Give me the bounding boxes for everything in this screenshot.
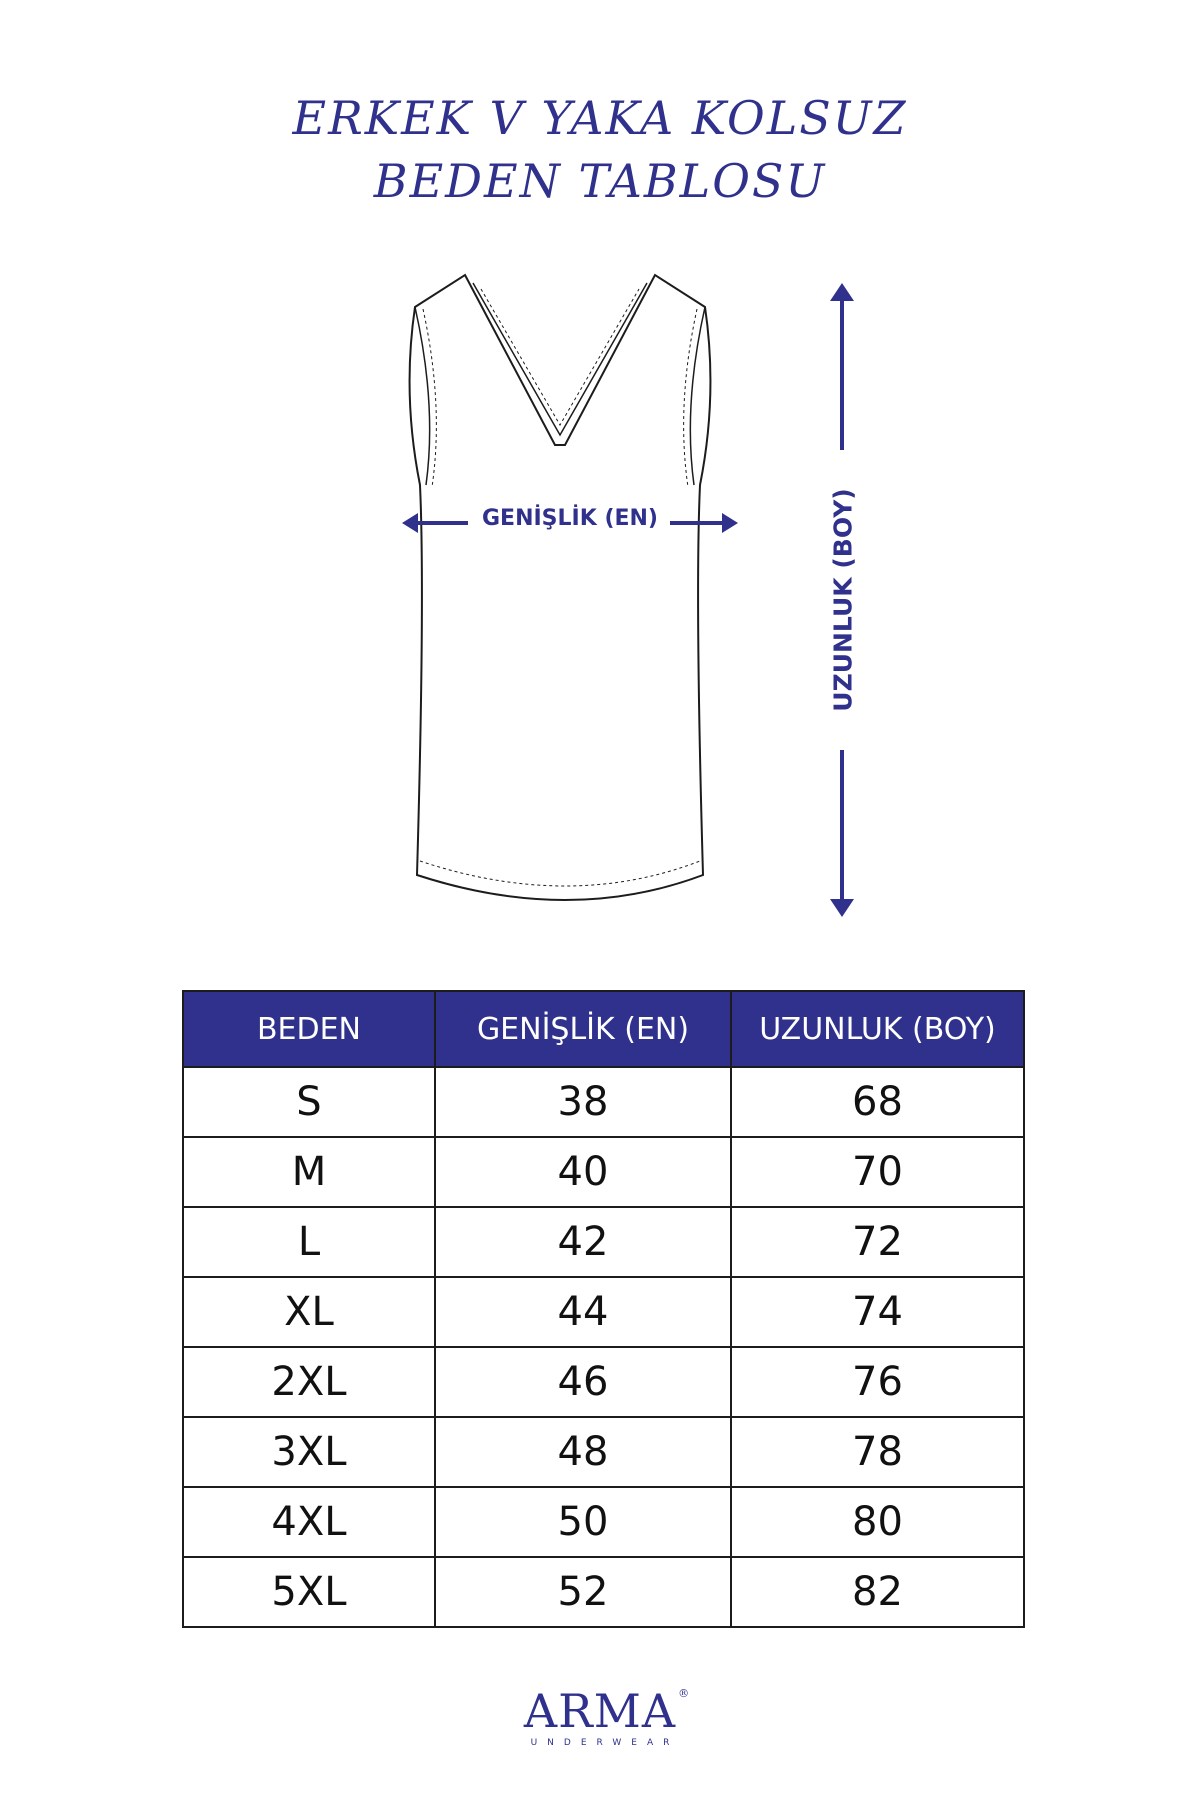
- table-row: [183, 1557, 1024, 1627]
- table-row: [183, 1417, 1024, 1487]
- length-cell: 74: [731, 1277, 1024, 1347]
- width-cell: 52: [435, 1557, 731, 1627]
- header-width: GENİŞLİK (EN): [435, 991, 731, 1067]
- size-cell: L: [183, 1207, 435, 1277]
- page-title-line-1: ERKEK V YAKA KOLSUZ: [292, 91, 908, 145]
- width-cell: 46: [435, 1347, 731, 1417]
- vneck-tanktop-illustration: [360, 265, 780, 945]
- header-size: BEDEN: [183, 991, 435, 1067]
- length-cell: 80: [731, 1487, 1024, 1557]
- length-cell: 78: [731, 1417, 1024, 1487]
- size-cell: M: [183, 1137, 435, 1207]
- table-header-row: [183, 991, 1024, 1067]
- table-row: [183, 1067, 1024, 1137]
- size-cell: 4XL: [183, 1487, 435, 1557]
- table-row: [183, 1487, 1024, 1557]
- width-cell: 40: [435, 1137, 731, 1207]
- header-length: UZUNLUK (BOY): [731, 991, 1024, 1067]
- length-cell: 72: [731, 1207, 1024, 1277]
- width-cell: 44: [435, 1277, 731, 1347]
- width-label: GENİŞLİK (EN): [482, 506, 658, 531]
- size-cell: 2XL: [183, 1347, 435, 1417]
- length-cell: 68: [731, 1067, 1024, 1137]
- size-cell: 3XL: [183, 1417, 435, 1487]
- size-chart-table: [182, 990, 1025, 1628]
- width-cell: 50: [435, 1487, 731, 1557]
- width-cell: 42: [435, 1207, 731, 1277]
- width-cell: 38: [435, 1067, 731, 1137]
- brand-name: ARMA: [523, 1684, 677, 1738]
- brand-tagline: UNDERWEAR: [530, 1738, 680, 1748]
- table-row: [183, 1347, 1024, 1417]
- registered-mark: ®: [678, 1687, 691, 1700]
- table-row: [183, 1277, 1024, 1347]
- length-label-text: UZUNLUK (BOY): [828, 488, 858, 712]
- length-cell: 76: [731, 1347, 1024, 1417]
- table-row: [183, 1207, 1024, 1277]
- table-row: [183, 1137, 1024, 1207]
- size-cell: XL: [183, 1277, 435, 1347]
- page-title-line-2: BEDEN TABLOSU: [373, 154, 827, 208]
- size-cell: S: [183, 1067, 435, 1137]
- length-cell: 82: [731, 1557, 1024, 1627]
- size-cell: 5XL: [183, 1557, 435, 1627]
- length-cell: 70: [731, 1137, 1024, 1207]
- brand-logo: [0, 1684, 1200, 1748]
- width-cell: 48: [435, 1417, 731, 1487]
